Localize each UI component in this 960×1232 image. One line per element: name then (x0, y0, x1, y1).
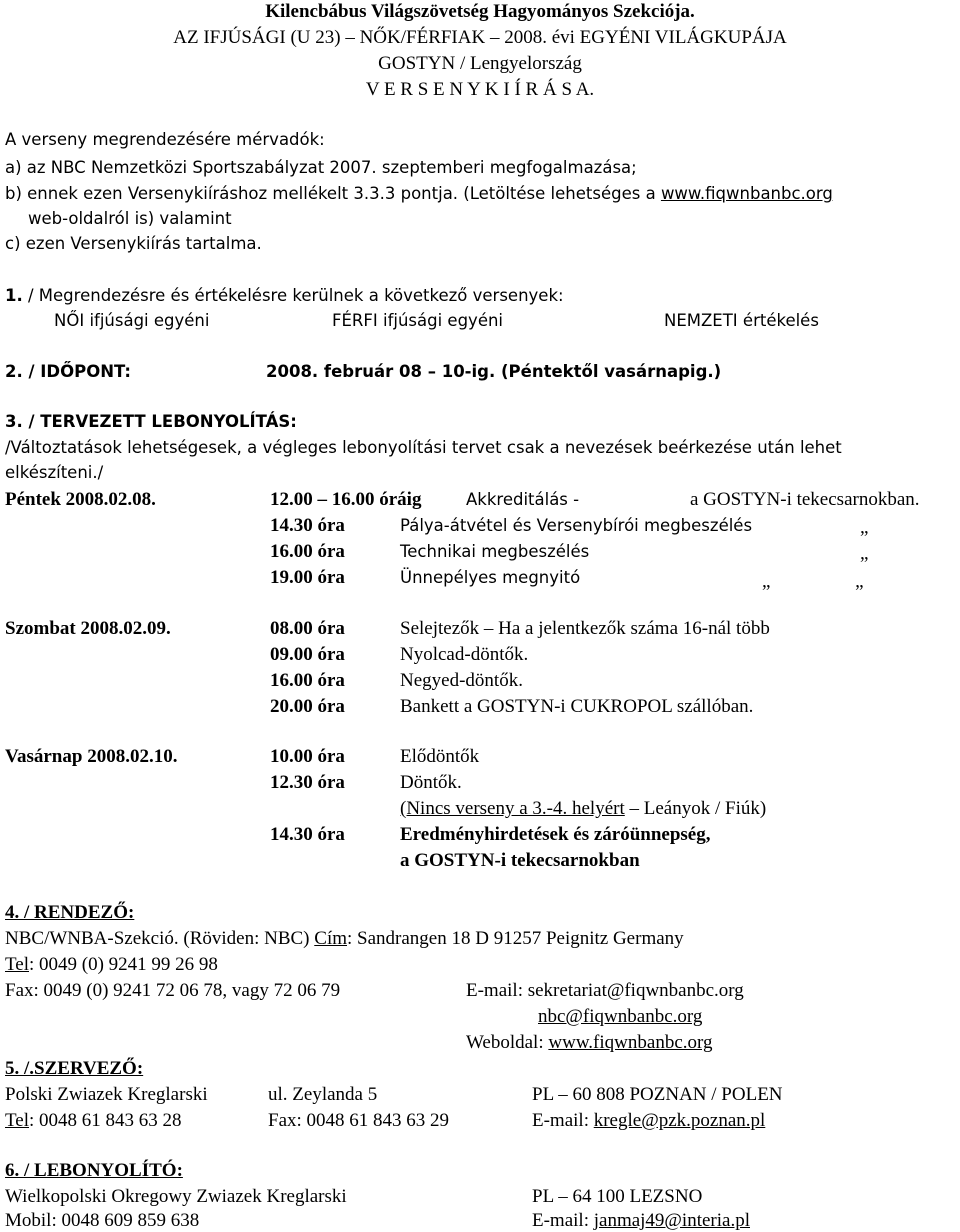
doc-header-location: GOSTYN / Lengyelország (378, 53, 582, 74)
schedule-event: Elődöntők (400, 746, 480, 767)
organizer-website (466, 1032, 712, 1054)
section-3-title: 3. / TERVEZETT LEBONYOLÍTÁS: (5, 412, 297, 431)
section-4-title: 4. / RENDEZŐ: (5, 902, 135, 923)
schedule-event: a GOSTYN-i tekecsarnokban (400, 850, 640, 871)
intro-item-a: a) az NBC Nemzetközi Sportszabályzat 2007. szeptemberi megfogalmazása; (5, 158, 637, 177)
address-label: Cím (314, 928, 347, 949)
doc-header-event: AZ IFJÚSÁGI (U 23) – NŐK/FÉRFIAK – 2008. évi EGYÉNI VILÁGKUPÁJA (173, 27, 787, 48)
schedule-event: Selejtezők – Ha a jelentkezők száma 16-nál több (400, 618, 770, 639)
section-6-title: 6. / LEBONYOLÍTÓ: (5, 1160, 183, 1181)
coorganizer-city: PL – 60 808 POZNAN / POLEN (532, 1084, 783, 1105)
schedule-place: a GOSTYN-i tekecsarnokban. (690, 489, 920, 510)
coorganizer-phone (5, 1110, 182, 1132)
competition-national: NEMZETI értékelés (664, 311, 819, 330)
schedule-event: Negyed-döntők. (400, 670, 523, 691)
organizer-name: NBC/WNBA-Szekció. (Röviden: NBC) (5, 928, 315, 949)
executor-name: Wielkopolski Okregowy Zwiazek Kreglarski (5, 1186, 347, 1207)
organizer-address (5, 928, 684, 950)
website-label: Weboldal: (466, 1032, 549, 1053)
section-1-title: / Megrendezésre és értékelésre kerülnek a következő versenyek: (22, 286, 564, 305)
schedule-note-underlined: (Nincs verseny a 3.-4. helyért (400, 798, 625, 819)
email-label: E-mail: (532, 1210, 594, 1231)
coorganizer-fax: Fax: 0048 61 843 63 29 (268, 1110, 450, 1131)
section-1-heading (5, 285, 564, 307)
coorganizer-email (532, 1110, 765, 1132)
schedule-time: 14.30 óra (270, 515, 345, 536)
phone-label: Tel (5, 1110, 29, 1131)
email-link[interactable]: janmaj49@interia.pl (593, 1210, 750, 1231)
intro-item-b-text: b) ennek ezen Versenykiíráshoz mellékelt 3.3.3 pontja. (Letöltése lehetséges a (5, 184, 656, 203)
schedule-event: Döntők. (400, 772, 462, 793)
website-link[interactable]: www.fiqwnbanbc.org (548, 1032, 713, 1053)
schedule-time: 14.30 óra (270, 824, 345, 845)
schedule-day-sunday: Vasárnap 2008.02.10. (5, 746, 178, 767)
schedule-note-rest: – Leányok / Fiúk) (624, 798, 767, 819)
schedule-event: Akkreditálás - (466, 490, 580, 509)
fiqwnbanbc-link[interactable]: www.fiqwnbanbc.org (660, 184, 833, 203)
schedule-time: 12.00 – 16.00 óráig (270, 489, 422, 510)
schedule-day-saturday: Szombat 2008.02.09. (5, 618, 171, 639)
doc-header-title: V E R S E N Y K I Í R Á S A. (365, 79, 595, 100)
schedule-time: 16.00 óra (270, 670, 345, 691)
intro-item-b (5, 183, 833, 205)
competition-men: FÉRFI ifjúsági egyéni (332, 311, 504, 330)
ditto-mark: „ (860, 543, 869, 564)
organizer-email-1 (466, 980, 744, 1002)
section-2-label: 2. / IDŐPONT: (5, 362, 132, 381)
schedule-time: 19.00 óra (270, 567, 345, 588)
section-3-note: /Változtatások lehetségesek, a végleges lebonyolítási tervet csak a nevezések beérkezése után lehet (5, 438, 842, 457)
schedule-note (400, 798, 766, 820)
schedule-event: Eredményhirdetések és záróünnepség, (400, 824, 711, 845)
email-label: E-mail: (532, 1110, 594, 1131)
schedule-event: Nyolcad-döntők. (400, 644, 529, 665)
coorganizer-street: ul. Zeylanda 5 (268, 1084, 378, 1105)
phone-value: : 0049 (0) 9241 99 26 98 (29, 954, 218, 975)
event-dates: 2008. február 08 – 10-ig. (Péntektől vasárnapig.) (266, 362, 722, 381)
email-link[interactable]: kregle@pzk.poznan.pl (593, 1110, 766, 1131)
schedule-time: 09.00 óra (270, 644, 345, 665)
intro-title: A verseny megrendezésére mérvadók: (5, 130, 325, 149)
coorganizer-name: Polski Zwiazek Kreglarski (5, 1084, 208, 1105)
executor-mobile: Mobil: 0048 609 859 638 (5, 1210, 200, 1231)
executor-email (532, 1210, 750, 1232)
doc-header-org: Kilencbábus Világszövetség Hagyományos Szekciója. (265, 1, 695, 22)
schedule-day-friday: Péntek 2008.02.08. (5, 489, 156, 510)
email-link[interactable]: sekretariat@fiqwnbanbc.org (527, 980, 744, 1001)
schedule-event: Bankett a GOSTYN-i CUKROPOL szállóban. (400, 696, 754, 717)
section-5-title: 5. /.SZERVEZŐ: (5, 1058, 144, 1079)
schedule-time: 10.00 óra (270, 746, 345, 767)
schedule-time: 12.30 óra (270, 772, 345, 793)
schedule-event: Pálya-átvétel és Versenybírói megbeszélés (400, 516, 753, 535)
section-1-number: 1. (5, 286, 23, 305)
schedule-time: 20.00 óra (270, 696, 345, 717)
competition-women: NŐI ifjúsági egyéni (54, 311, 210, 330)
schedule-event: Technikai megbeszélés (400, 542, 590, 561)
email-label: E-mail: (466, 980, 528, 1001)
schedule-time: 16.00 óra (270, 541, 345, 562)
organizer-phone (5, 954, 218, 976)
schedule-event: Ünnepélyes megnyitó (400, 568, 581, 587)
section-3-note-cont: elkészíteni./ (5, 463, 104, 482)
intro-item-b-cont: web-oldalról is) valamint (28, 209, 232, 228)
ditto-mark: „ (860, 517, 869, 538)
intro-item-c: c) ezen Versenykiírás tartalma. (5, 234, 262, 253)
email-link[interactable]: nbc@fiqwnbanbc.org (538, 1006, 703, 1027)
organizer-fax: Fax: 0049 (0) 9241 72 06 78, vagy 72 06 79 (5, 980, 341, 1001)
phone-value: : 0048 61 843 63 28 (29, 1110, 182, 1131)
ditto-mark: „ „ (762, 571, 864, 592)
schedule-time: 08.00 óra (270, 618, 345, 639)
address-value: : Sandrangen 18 D 91257 Peignitz Germany (347, 928, 684, 949)
executor-city: PL – 64 100 LEZSNO (532, 1186, 703, 1207)
phone-label: Tel (5, 954, 29, 975)
